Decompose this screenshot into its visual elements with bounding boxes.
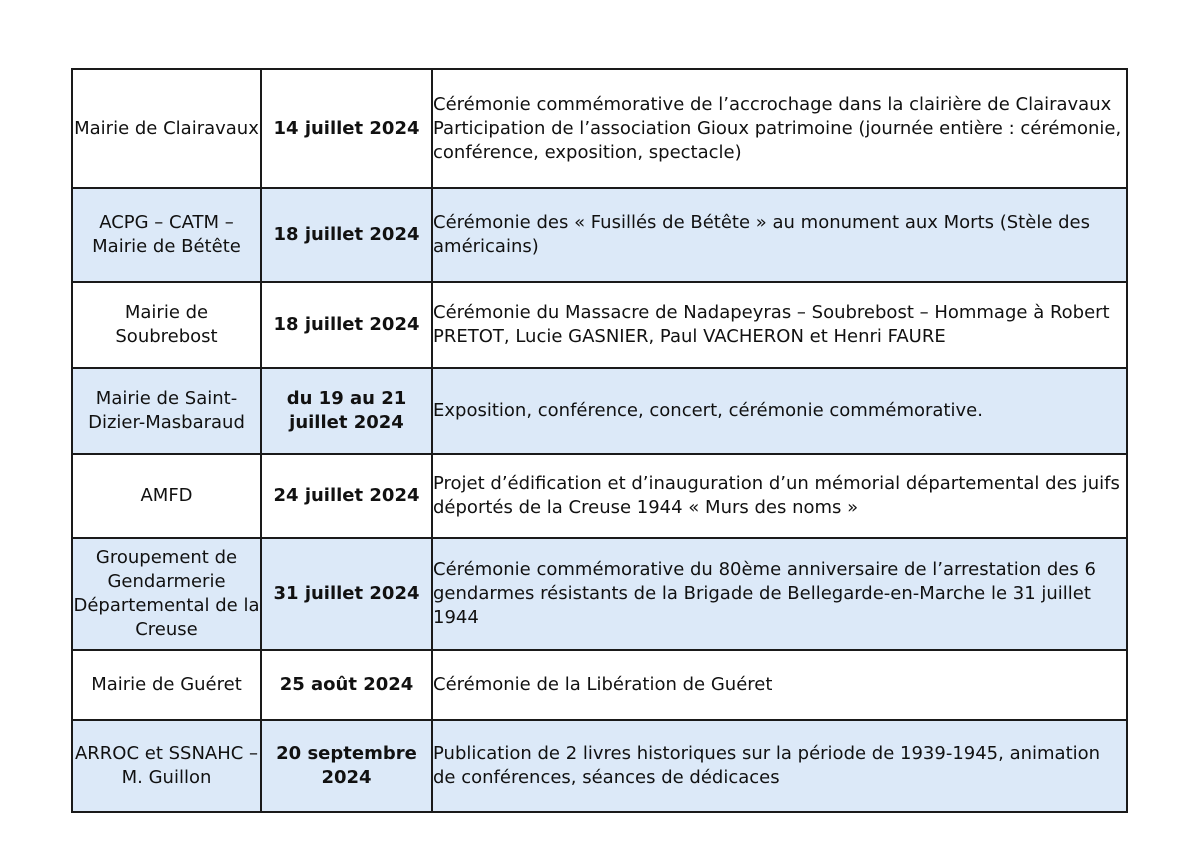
- date-cell: [261, 368, 432, 454]
- organizer-cell: [72, 368, 261, 454]
- organizer-cell: [72, 650, 261, 720]
- organizer-text: ACPG – CATM – Mairie de Bétête: [92, 212, 241, 257]
- organizer-cell: [72, 282, 261, 368]
- table-row: [72, 454, 1127, 538]
- organizer-text: ARROC et SSNAHC – M. Guillon: [74, 743, 259, 788]
- description-cell: [432, 454, 1127, 538]
- description-cell: [432, 538, 1127, 650]
- organizer-text: Mairie de Guéret: [91, 674, 242, 695]
- date-cell: [261, 538, 432, 650]
- organizer-text: Mairie de Soubrebost: [115, 302, 218, 347]
- date-text: du 19 au 21 juillet 2024: [286, 388, 407, 433]
- description-cell: [432, 368, 1127, 454]
- organizer-text: Mairie de Saint-Dizier-Masbaraud: [88, 388, 245, 433]
- organizer-cell: [72, 720, 261, 812]
- organizer-cell: [72, 454, 261, 538]
- date-cell: [261, 188, 432, 282]
- table-row: [72, 188, 1127, 282]
- description-cell: [432, 650, 1127, 720]
- description-text: Cérémonie des « Fusillés de Bétête » au monument aux Morts (Stèle des américains): [433, 212, 1090, 257]
- organizer-cell: [72, 538, 261, 650]
- table-row: [72, 650, 1127, 720]
- date-cell: [261, 650, 432, 720]
- date-text: 31 juillet 2024: [273, 583, 420, 604]
- description-text: Projet d’édification et d’inauguration d’un mémorial départemental des juifs déportés de la Creuse 1944 « Murs des noms »: [433, 473, 1120, 518]
- date-text: 14 juillet 2024: [273, 117, 420, 139]
- date-cell: [261, 282, 432, 368]
- table-row: [72, 538, 1127, 650]
- organizer-text: AMFD: [140, 485, 193, 506]
- date-cell: [261, 720, 432, 812]
- organizer-text: Groupement de Gendarmerie Départemental de la Creuse: [73, 547, 260, 640]
- description-text: Cérémonie de la Libération de Guéret: [433, 674, 773, 695]
- date-text: 18 juillet 2024: [273, 224, 420, 245]
- description-cell: [432, 188, 1127, 282]
- table-row: [72, 720, 1127, 812]
- description-text: Cérémonie commémorative du 80ème anniversaire de l’arrestation des 6 gendarmes résistants de la Brigade de Bellegarde-en-Marche le 31 juillet 1944: [433, 559, 1096, 628]
- date-text: 25 août 2024: [279, 674, 414, 695]
- date-text: 20 septembre 2024: [276, 743, 417, 788]
- description-text: Publication de 2 livres historiques sur la période de 1939-1945, animation de conférences, séances de dédicaces: [433, 743, 1101, 788]
- description-text: Cérémonie commémorative de l’accrochage dans la clairière de Clairavaux Participation de l’association Gioux patrimoine (journée entière : cérémonie, conférence, exposition, spectacle): [433, 93, 1122, 163]
- date-text: 18 juillet 2024: [273, 314, 420, 335]
- organizer-cell: [72, 69, 261, 188]
- date-text: 24 juillet 2024: [273, 485, 420, 506]
- date-cell: [261, 454, 432, 538]
- table-row: [72, 69, 1127, 188]
- table-row: [72, 282, 1127, 368]
- date-cell: [261, 69, 432, 188]
- description-cell: [432, 720, 1127, 812]
- description-text: Cérémonie du Massacre de Nadapeyras – Soubrebost – Hommage à Robert PRETOT, Lucie GASNIER, Paul VACHERON et Henri FAURE: [433, 302, 1110, 347]
- events-table: [71, 68, 1128, 813]
- table-row: [72, 368, 1127, 454]
- description-text: Exposition, conférence, concert, cérémonie commémorative.: [433, 400, 983, 421]
- organizer-text: Mairie de Clairavaux: [74, 117, 259, 139]
- organizer-cell: [72, 188, 261, 282]
- description-cell: [432, 69, 1127, 188]
- description-cell: [432, 282, 1127, 368]
